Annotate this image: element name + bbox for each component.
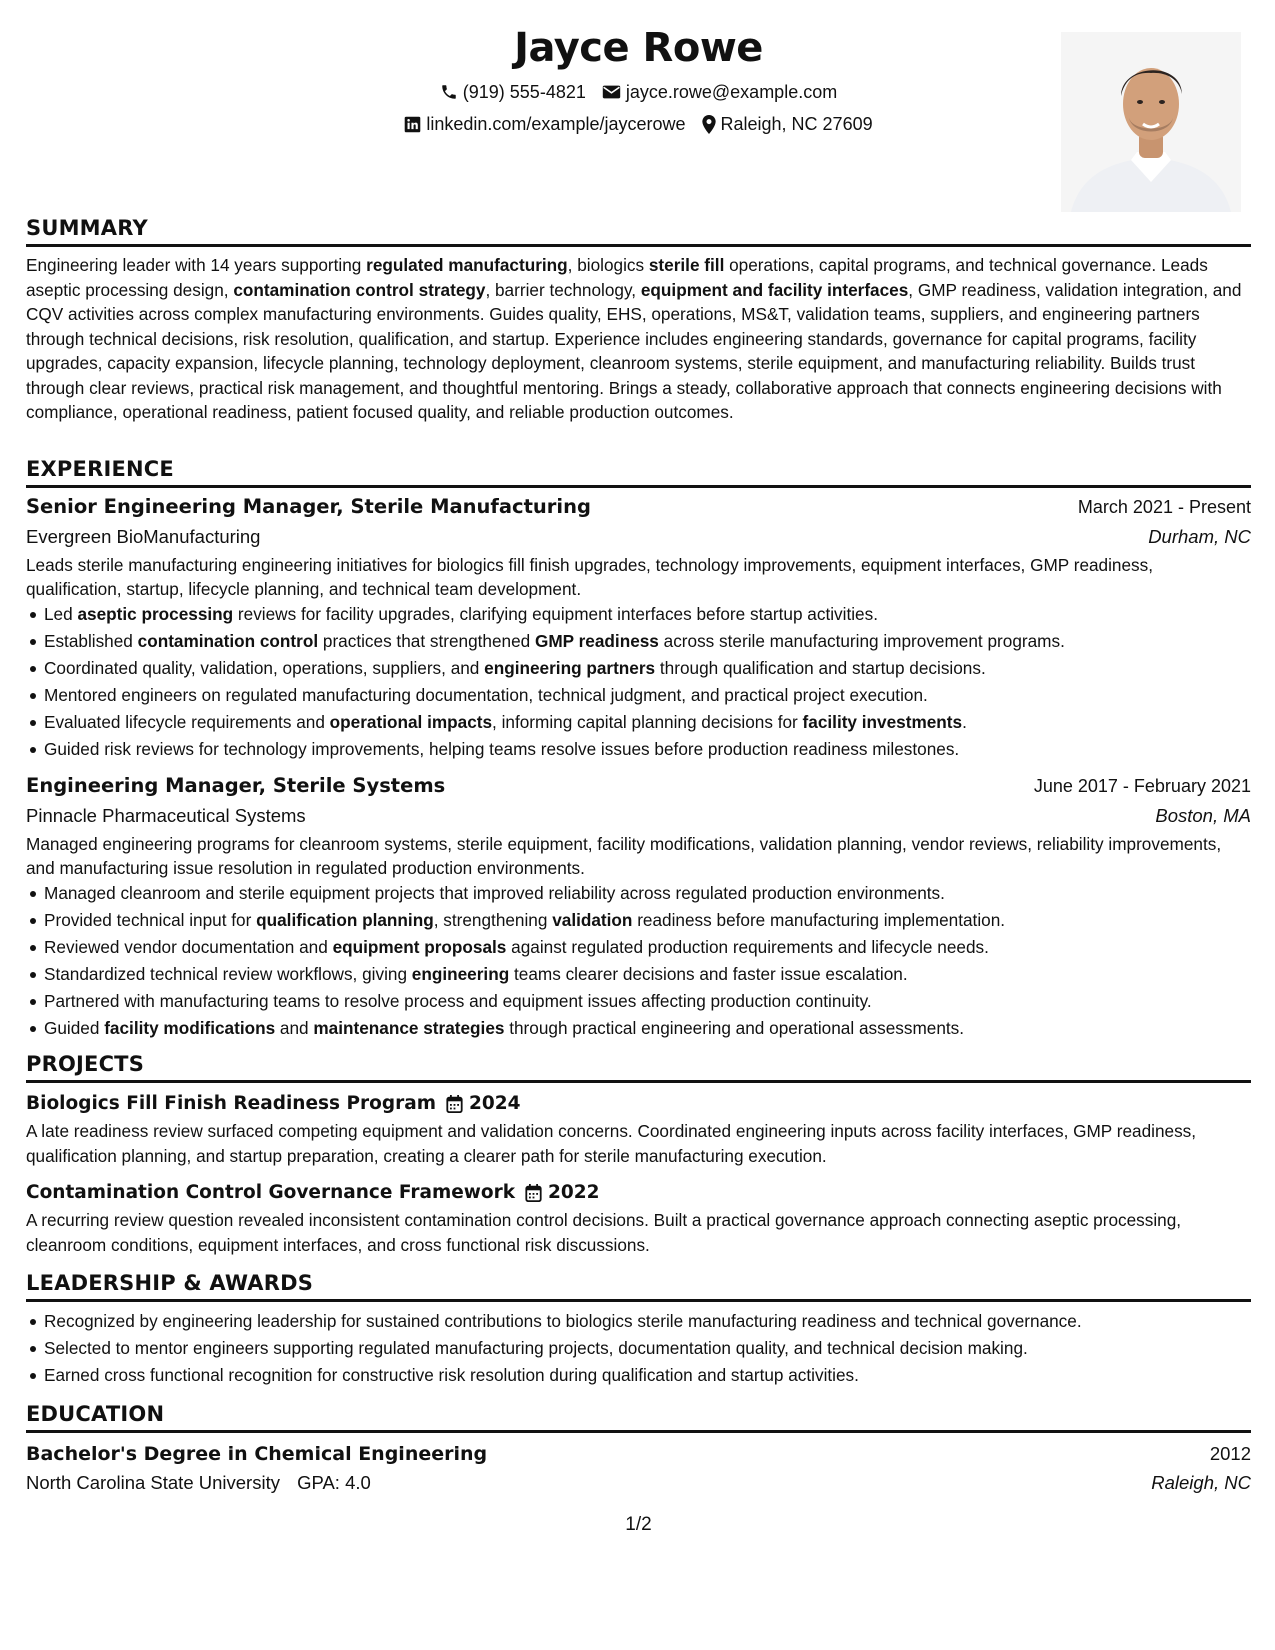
bold-keyword: validation — [552, 910, 633, 930]
bold-keyword: engineering — [411, 964, 510, 984]
list-item: Recognized by engineering leadership for sustained contributions to biologics sterile manufacturing readiness and technical governance. — [44, 1308, 1251, 1335]
job-title: Senior Engineering Manager, Sterile Manufacturing — [26, 495, 591, 518]
job-title: Engineering Manager, Sterile Systems — [26, 774, 446, 797]
map-pin-icon — [702, 115, 716, 134]
project-year-text: 2024 — [468, 1093, 521, 1114]
leadership-heading: LEADERSHIP & AWARDS — [26, 1269, 1251, 1302]
list-item: Coordinated quality, validation, operations, suppliers, and engineering partners through qualification and startup decisions. — [44, 655, 1251, 682]
graduation-year: 2012 — [1209, 1443, 1251, 1464]
project-year — [525, 1178, 600, 1208]
list-item: Mentored engineers on regulated manufacturing documentation, technical judgment, and practical project execution. — [44, 682, 1251, 709]
summary-section — [26, 214, 1251, 425]
education-section — [26, 1400, 1251, 1497]
bold-keyword: contamination control — [137, 631, 319, 651]
list-item: Reviewed vendor documentation and equipment proposals against regulated production requirements and lifecycle needs. — [44, 934, 1251, 961]
leadership-bullets — [26, 1308, 1251, 1389]
linkedin-contact[interactable] — [404, 112, 685, 136]
resume-page — [26, 0, 1251, 1650]
bold-keyword: engineering partners — [484, 658, 656, 678]
phone-contact — [440, 80, 586, 104]
job-dates: June 2017 - February 2021 — [1033, 776, 1251, 796]
experience-section — [26, 455, 1251, 1042]
list-item: Selected to mentor engineers supporting regulated manufacturing projects, documentation quality, and technical decision making. — [44, 1335, 1251, 1362]
calendar-icon — [525, 1184, 542, 1202]
job-description: Leads sterile manufacturing engineering initiatives for biologics fill finish upgrades, technology improvements, equipment interfaces, GMP readiness, qualification, startup, lifecycle planning, and technical team development. — [26, 555, 1154, 599]
school-location: Raleigh, NC — [1151, 1472, 1251, 1493]
bold-keyword: equipment proposals — [332, 937, 507, 957]
list-item: Standardized technical review workflows, giving engineering teams clearer decisions and faster issue escalation. — [44, 961, 1251, 988]
job-location: Durham, NC — [1148, 526, 1251, 547]
location-text: Raleigh, NC 27609 — [720, 114, 873, 134]
project-year — [446, 1089, 521, 1119]
profile-photo — [1061, 32, 1241, 212]
email-address[interactable]: jayce.rowe@example.com — [625, 82, 838, 102]
linkedin-icon — [404, 116, 421, 133]
project-year-text: 2022 — [548, 1182, 600, 1203]
list-item: Guided risk reviews for technology improvements, helping teams resolve issues before production readiness milestones. — [44, 736, 1251, 763]
projects-heading: PROJECTS — [26, 1050, 1251, 1083]
school-name: North Carolina State University — [26, 1472, 280, 1493]
bold-keyword: facility modifications — [104, 1018, 276, 1038]
resume-header — [26, 22, 1251, 212]
degree-name: Bachelor's Degree in Chemical Engineering — [26, 1443, 488, 1465]
list-item: Established contamination control practices that strengthened GMP readiness across sterile manufacturing improvement programs. — [44, 628, 1251, 655]
project-description: A late readiness review surfaced competing equipment and validation concerns. Coordinated engineering inputs across facility interfaces, GMP readiness, qualification planning, and startup preparation, creating a clearer path for sterile manufacturing execution. — [26, 1121, 1197, 1166]
summary-text: Engineering leader with 14 years supporting regulated manufacturing, biologics sterile fill operations, capital programs, and technical governance. Leads aseptic processing design, contamination control strategy, barrier technology, equipment and facility interfaces, GMP readiness, validation integration, and CQV activities across complex manufacturing environments. Guides quality, EHS, operations, MS&T, validation teams, suppliers, and engineering partners through technical decisions, risk resolution, qualification, and startup. Experience includes engineering standards, governance for capital programs, facility upgrades, capacity expansion, lifecycle planning, technology deployment, cleanroom systems, sterile equipment, and manufacturing reliability. Builds trust through clear reviews, practical risk management, and thoughtful mentoring. Brings a steady, collaborative approach that connects engineering decisions with compliance, operational readiness, patient focused quality, and reliable production outcomes. — [26, 255, 1242, 422]
job-header — [26, 492, 1251, 522]
project-description: A recurring review question revealed inconsistent contamination control decisions. Built a practical governance approach connecting aseptic processing, cleanroom conditions, equipment interfaces, and cross functional risk discussions. — [26, 1210, 1182, 1255]
bold-keyword: contamination control strategy — [233, 279, 486, 300]
job-header — [26, 771, 1251, 801]
projects-section — [26, 1050, 1251, 1257]
school-and-gpa — [26, 1469, 371, 1497]
phone-number: (919) 555-4821 — [462, 82, 586, 102]
bold-keyword: equipment and facility interfaces — [640, 279, 909, 300]
list-item: Managed cleanroom and sterile equipment projects that improved reliability across regulated production environments. — [44, 880, 1251, 907]
envelope-icon — [602, 84, 621, 100]
bold-keyword: maintenance strategies — [313, 1018, 505, 1038]
education-subheader — [26, 1469, 1251, 1497]
bold-keyword: facility investments — [802, 712, 963, 732]
bold-keyword: regulated manufacturing — [366, 255, 568, 275]
project-entry — [26, 1089, 1251, 1168]
bold-keyword: operational impacts — [329, 712, 493, 732]
list-item: Led aseptic processing reviews for facility upgrades, clarifying equipment interfaces before startup activities. — [44, 601, 1251, 628]
job-bullets — [26, 880, 1251, 1042]
project-header — [26, 1089, 1251, 1119]
location-contact — [702, 112, 873, 136]
list-item: Partnered with manufacturing teams to resolve process and equipment issues affecting production continuity. — [44, 988, 1251, 1015]
summary-heading: SUMMARY — [26, 214, 1251, 247]
candidate-name: Jayce Rowe — [514, 25, 763, 71]
calendar-icon — [446, 1095, 463, 1113]
education-header — [26, 1439, 1251, 1469]
job-subheader — [26, 522, 1251, 552]
page-number: 1/2 — [625, 1514, 652, 1535]
list-item: Provided technical input for qualification planning, strengthening validation readiness before manufacturing implementation. — [44, 907, 1251, 934]
job-bullets — [26, 601, 1251, 763]
bold-keyword: GMP readiness — [535, 631, 659, 651]
project-name: Contamination Control Governance Framework — [26, 1182, 515, 1203]
project-entry — [26, 1178, 1251, 1257]
list-item: Guided facility modifications and maintenance strategies through practical engineering and operational assessments. — [44, 1015, 1251, 1042]
bold-keyword: qualification planning — [256, 910, 434, 930]
phone-icon — [440, 83, 458, 101]
bold-keyword: aseptic processing — [77, 604, 234, 624]
gpa: GPA: 4.0 — [297, 1472, 371, 1493]
list-item: Earned cross functional recognition for constructive risk resolution during qualification and startup activities. — [44, 1362, 1251, 1389]
job-entry — [26, 771, 1251, 1042]
linkedin-url[interactable]: linkedin.com/example/jaycerowe — [426, 114, 686, 134]
project-name: Biologics Fill Finish Readiness Program — [26, 1093, 436, 1114]
job-entry — [26, 492, 1251, 763]
job-dates: March 2021 - Present — [1077, 497, 1251, 517]
job-company: Evergreen BioManufacturing — [26, 526, 261, 547]
job-description: Managed engineering programs for cleanroom systems, sterile equipment, facility modifications, validation planning, vendor reviews, reliability improvements, and manufacturing issue resolution in regulated production environments. — [26, 834, 1222, 878]
job-location: Boston, MA — [1155, 805, 1251, 826]
bold-keyword: sterile fill — [648, 255, 725, 275]
job-company: Pinnacle Pharmaceutical Systems — [26, 805, 306, 826]
leadership-section — [26, 1269, 1251, 1389]
list-item: Evaluated lifecycle requirements and operational impacts, informing capital planning decisions for facility investments. — [44, 709, 1251, 736]
email-contact[interactable] — [602, 80, 837, 104]
experience-heading: EXPERIENCE — [26, 455, 1251, 488]
education-heading: EDUCATION — [26, 1400, 1251, 1433]
job-subheader — [26, 801, 1251, 831]
project-header — [26, 1178, 1251, 1208]
